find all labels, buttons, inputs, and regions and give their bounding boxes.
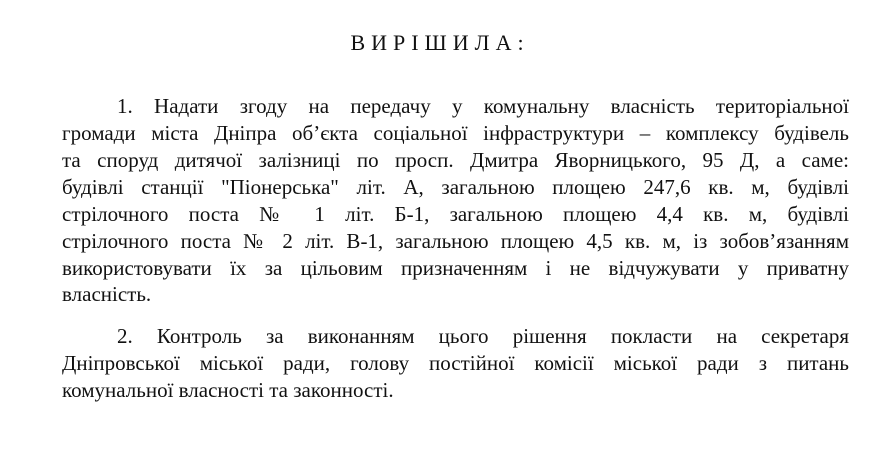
paragraph-1-line: використовувати їх за цільовим призначенням і не відчужувати у приватну xyxy=(62,256,849,280)
paragraph-1-line: стрілочного поста № 2 літ. В-1, загальною площею 4,5 кв. м, із зобов’язанням xyxy=(62,229,849,253)
decision-heading: ВИРІШИЛА: xyxy=(350,30,530,55)
paragraph-1-line: стрілочного поста № 1 літ. Б-1, загальною площею 4,4 кв. м, будівлі xyxy=(62,202,849,226)
paragraph-1-line: власність. xyxy=(62,282,152,306)
paragraph-1-line: 1. Надати згоду на передачу у комунальну власність територіальної xyxy=(117,94,849,118)
paragraph-2-line: комунальної власності та законності. xyxy=(62,378,394,402)
paragraph-1-line: будівлі станції "Піонерська" літ. А, загальною площею 247,6 кв. м, будівлі xyxy=(62,175,849,199)
paragraph-2-line: 2. Контроль за виконанням цього рішення покласти на секретаря xyxy=(117,324,849,348)
paragraph-1-line: громади міста Дніпра об’єкта соціальної інфраструктури – комплексу будівель xyxy=(62,121,849,145)
paragraph-1-line: та споруд дитячої залізниці по просп. Дмитра Яворницького, 95 Д, а саме: xyxy=(62,148,849,172)
paragraph-2-line: Дніпровської міської ради, голову постійної комісії міської ради з питань xyxy=(62,351,849,375)
